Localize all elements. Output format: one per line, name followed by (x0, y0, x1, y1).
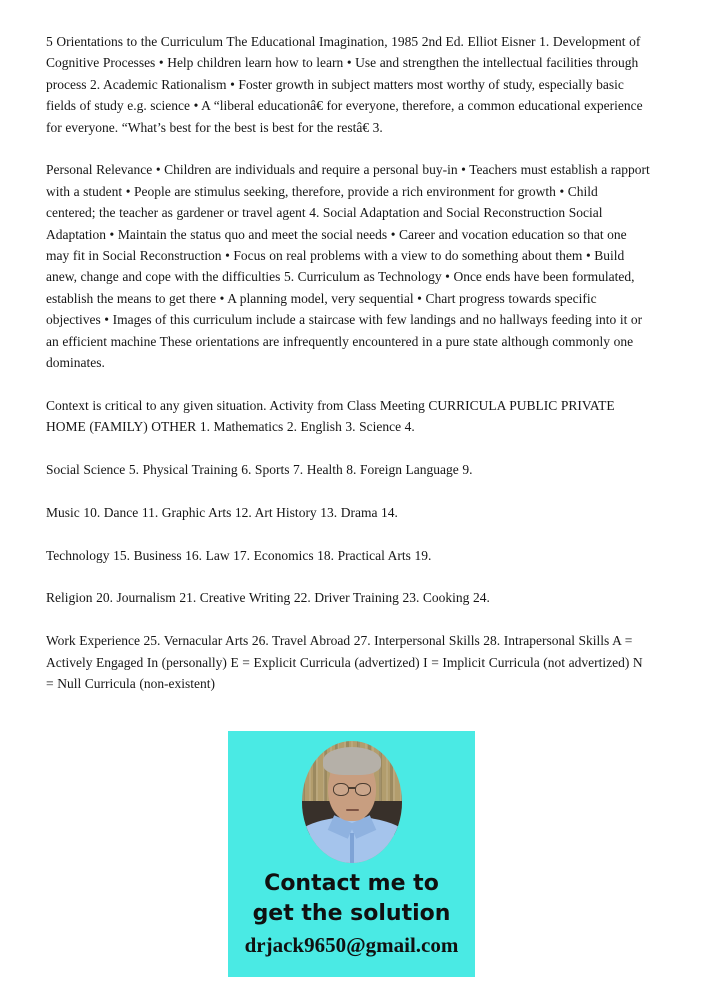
portrait-mouth (346, 809, 359, 811)
portrait-photo (302, 741, 402, 863)
paragraph-context: Context is critical to any given situation. Activity from Class Meeting CURRICULA PUBLIC PRIVATE HOME (FAMILY) OTHER 1. Mathematics 2. English 3. Science 4. (46, 397, 615, 435)
paragraph-religion: Religion 20. Journalism 21. Creative Writing 22. Driver Training 23. Cooking 24. (46, 590, 490, 606)
glasses-icon (332, 783, 372, 796)
paragraph-technology: Technology 15. Business 16. Law 17. Economics 18. Practical Arts 19. (46, 547, 432, 563)
paragraph-social-science: Social Science 5. Physical Training 6. Sports 7. Health 8. Foreign Language 9. (46, 462, 473, 478)
contact-text-line2: get the solution (252, 901, 451, 926)
paragraph-orientations: 5 Orientations to the Curriculum The Educational Imagination, 1985 2nd Ed. Elliot Eisner 1. Development of Cognitive Processes • Help children learn how to learn • Use and strengthen the intellectual facilities through process 2. Academic Rationalism • Foster growth in subject matters most worthy of study, especially basic fields of study e.g. science • A “liberal educationâ€ for everyone, therefore, a common educational experience for everyone. “What’s best for the best is best for the restâ€ 3. (46, 34, 643, 135)
portrait-hair (323, 747, 381, 775)
paragraph-music: Music 10. Dance 11. Graphic Arts 12. Art History 13. Drama 14. (46, 504, 398, 520)
glasses-left-lens (333, 783, 349, 796)
paragraph-work-experience: Work Experience 25. Vernacular Arts 26. Travel Abroad 27. Interpersonal Skills 28. Intrapersonal Skills A = Actively Engaged In (personally) E = Explicit Curricula (advertized) I = Implicit Curricula (not advertized) N = Null Curricula (non-existent) (46, 633, 643, 692)
contact-email-text: drjack9650@gmail.com (244, 933, 459, 957)
glasses-right-lens (355, 783, 371, 796)
document-text (46, 31, 650, 716)
contact-banner (228, 731, 475, 977)
portrait-shirt-placket (350, 833, 354, 863)
contact-text-line1: Contact me to (264, 871, 439, 896)
paragraph-personal-relevance: Personal Relevance • Children are individuals and require a personal buy-in • Teachers must establish a rapport with a student • People are stimulus seeking, therefore, provide a rich environment for growth • Child centered; the teacher as gardener or travel agent 4. Social Adaptation and Social Reconstruction Social Adaptation • Maintain the status quo and meet the social needs • Career and vocation education so that one may fit in Social Reconstruction • Focus on real problems with a view to do something about them • Build anew, change and cope with the difficulties 5. Curriculum as Technology • Once ends have been formulated, establish the means to get there • A planning model, very sequential • Chart progress towards specific objectives • Images of this curriculum include a staircase with few landings and no hallways feeding into it or an efficient machine These orientations are infrequently encountered in a pure state although commonly one dominates. (46, 162, 650, 371)
